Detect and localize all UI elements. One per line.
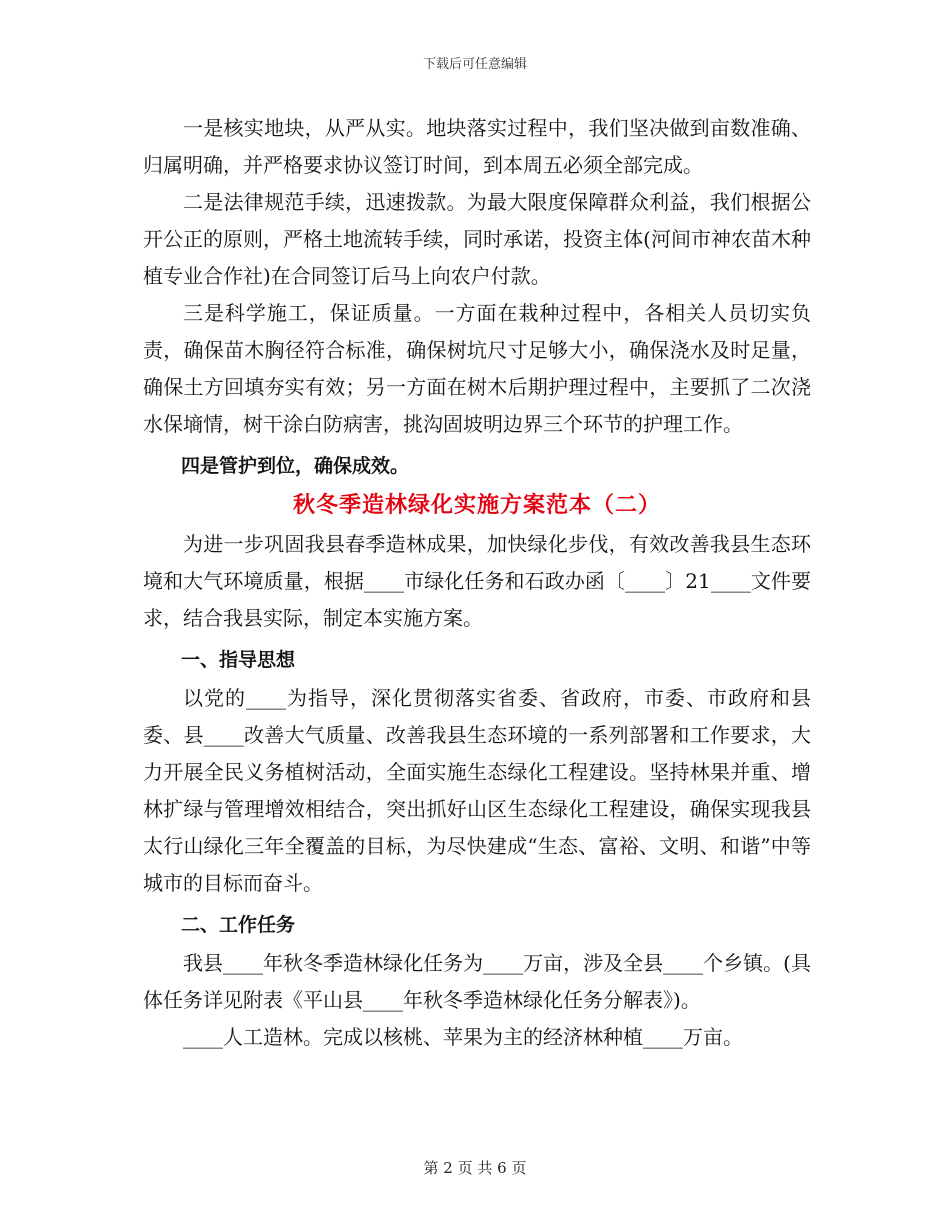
section-heading-guiding-ideology: 一、指导思想 — [181, 649, 296, 671]
section-body-guiding-ideology: 以党的____为指导，深化贯彻落实省委、省政府，市委、市政府和县委、县____改善大气质量、改善我县生态环境的一系列部署和工作要求，大力开展全民义务植树活动，全面实施生态绿化工程建设。坚持林果并重、增林扩绿与管理增效相结合，突出抓好山区生态绿化工程建设，确保实现我县太行山绿化三年全覆盖的目标，为尽快建成“生态、富裕、文明、和谐”中等城市的目标而奋斗。 — [143, 686, 811, 895]
page-header: 下载后可任意编辑 — [422, 57, 527, 72]
page-footer: 第 2 页 共 6 页 — [423, 1159, 527, 1177]
paragraph-point2: 二是法律规范手续，迅速拨款。为最大限度保障群众利益，我们根据公开公正的原则，严格土地流转手续，同时承诺，投资主体(河间市神农苗木种植专业合作社)在合同签订后马上向农户付款。 — [143, 190, 811, 288]
paragraph-point4: 四是管护到位，确保成效。 — [181, 455, 410, 477]
document-title: 秋冬季造林绿化实施方案范本（二） — [292, 493, 661, 518]
document-body — [143, 110, 811, 1056]
intro-paragraph: 为进一步巩固我县春季造林成果，加快绿化步伐，有效改善我县生态环境和大气环境质量，根据____市绿化任务和石政办函〔____〕21____文件要求，结合我县实际，制定本实施方案。 — [143, 532, 811, 630]
paragraph-point3: 三是科学施工，保证质量。一方面在栽种过程中，各相关人员切实负责，确保苗木胸径符合标准，确保树坑尺寸足够大小，确保浇水及时足量，确保土方回填夯实有效；另一方面在树木后期护理过程中，主要抓了二次浇水保墒情，树干涂白防病害，挑沟固坡明边界三个环节的护理工作。 — [143, 301, 811, 436]
paragraph-point1: 一是核实地块，从严从实。地块落实过程中，我们坚决做到亩数准确、归属明确，并严格要求协议签订时间，到本周五必须全部完成。 — [143, 116, 811, 177]
section-body-work-tasks: 我县____年秋冬季造林绿化任务为____万亩，涉及全县____个乡镇。(具体任务详见附表《平山县____年秋冬季造林绿化任务分解表》)。 — [143, 951, 811, 1012]
task-item-artificial-afforestation: ____人工造林。完成以核桃、苹果为主的经济林种植____万亩。 — [183, 1025, 743, 1049]
section-heading-work-tasks: 二、工作任务 — [181, 914, 296, 936]
